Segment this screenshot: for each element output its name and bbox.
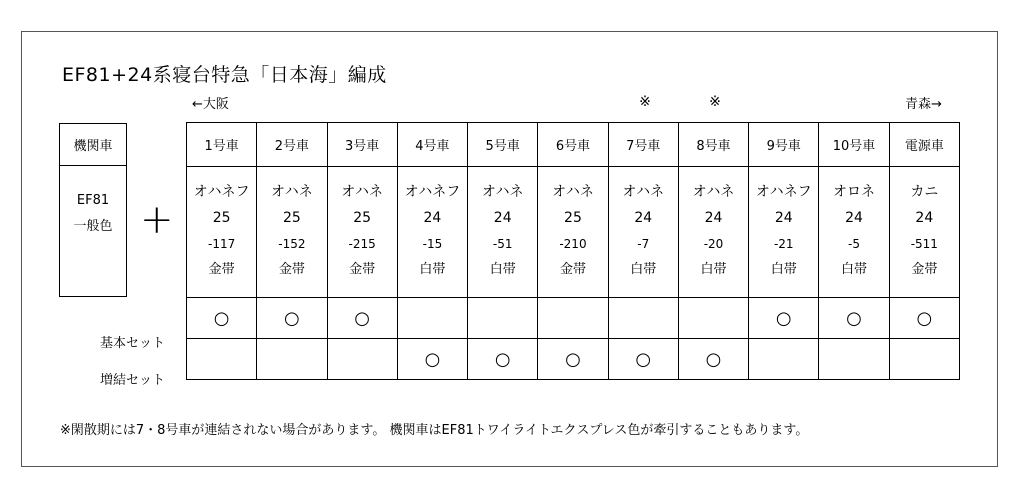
car-spec bbox=[397, 167, 467, 298]
basic-set-mark bbox=[468, 298, 538, 339]
basic-set-mark bbox=[538, 298, 608, 339]
car-type: オハネ bbox=[481, 184, 524, 200]
car-type: オハネ bbox=[271, 184, 313, 200]
car-series: 25 bbox=[353, 210, 372, 226]
car-spec bbox=[678, 167, 748, 298]
car-number: -210 bbox=[559, 237, 587, 251]
note-mark-car-7: ※ bbox=[639, 94, 651, 110]
extra-set-mark bbox=[819, 339, 889, 380]
car-type: オロネ bbox=[833, 184, 876, 200]
basic-set-row bbox=[187, 298, 960, 339]
car-type: オハネ bbox=[341, 184, 384, 200]
car-band: 金帯 bbox=[278, 262, 305, 277]
consist-table bbox=[186, 122, 960, 380]
car-header: 2号車 bbox=[257, 123, 327, 167]
car-spec bbox=[468, 167, 538, 298]
extra-set-mark bbox=[187, 339, 257, 380]
car-series: 24 bbox=[915, 210, 934, 226]
extra-set-mark bbox=[889, 339, 959, 380]
extra-set-mark: ○ bbox=[678, 339, 748, 380]
page-title: EF81+24系寝台特急「日本海」編成 bbox=[62, 64, 387, 86]
extra-set-mark: ○ bbox=[468, 339, 538, 380]
car-type: オハネ bbox=[552, 184, 594, 200]
basic-set-mark: ○ bbox=[749, 298, 819, 339]
car-header: 電源車 bbox=[889, 123, 959, 167]
extra-set-mark: ○ bbox=[538, 339, 608, 380]
car-series: 24 bbox=[774, 210, 793, 226]
car-band: 白帯 bbox=[700, 262, 727, 277]
car-type: オハネ bbox=[622, 184, 665, 200]
car-type: オハネ bbox=[692, 184, 735, 200]
car-band: 白帯 bbox=[489, 262, 516, 277]
extra-set-mark bbox=[327, 339, 397, 380]
car-number: -51 bbox=[492, 237, 513, 251]
car-spec bbox=[608, 167, 678, 298]
locomotive-model: EF81 bbox=[76, 193, 110, 208]
basic-set-mark bbox=[608, 298, 678, 339]
car-series: 24 bbox=[493, 210, 512, 226]
car-number: -7 bbox=[637, 237, 650, 251]
car-series: 24 bbox=[634, 210, 653, 226]
note-mark-car-8: ※ bbox=[709, 94, 721, 110]
car-header-row bbox=[187, 123, 960, 167]
direction-right: 青森→ bbox=[905, 97, 942, 112]
car-spec bbox=[257, 167, 327, 298]
basic-set-mark: ○ bbox=[889, 298, 959, 339]
locomotive-spec bbox=[59, 166, 127, 297]
car-type: オハネフ bbox=[404, 184, 461, 200]
car-band: 金帯 bbox=[208, 262, 235, 277]
extra-set-row bbox=[187, 339, 960, 380]
car-series: 24 bbox=[423, 210, 442, 226]
car-type: オハネフ bbox=[193, 184, 250, 200]
basic-set-mark bbox=[397, 298, 467, 339]
extra-set-mark: ○ bbox=[608, 339, 678, 380]
car-header: 6号車 bbox=[538, 123, 608, 167]
car-number: -117 bbox=[208, 237, 236, 251]
locomotive-livery: 一般色 bbox=[73, 219, 113, 234]
car-type: カニ bbox=[910, 184, 939, 200]
car-band: 金帯 bbox=[559, 262, 586, 277]
basic-set-label: 基本セット bbox=[100, 336, 166, 351]
basic-set-mark bbox=[678, 298, 748, 339]
basic-set-mark: ○ bbox=[327, 298, 397, 339]
basic-set-mark: ○ bbox=[819, 298, 889, 339]
basic-set-mark: ○ bbox=[257, 298, 327, 339]
car-spec bbox=[538, 167, 608, 298]
car-spec bbox=[889, 167, 959, 298]
car-number: -152 bbox=[278, 237, 306, 251]
car-band: 白帯 bbox=[770, 262, 797, 277]
extra-set-mark: ○ bbox=[397, 339, 467, 380]
car-number: -20 bbox=[703, 237, 724, 251]
extra-set-mark bbox=[257, 339, 327, 380]
plus-sign: + bbox=[140, 197, 174, 243]
car-header: 5号車 bbox=[468, 123, 538, 167]
car-header: 4号車 bbox=[397, 123, 467, 167]
car-series: 24 bbox=[704, 210, 723, 226]
car-band: 白帯 bbox=[419, 262, 446, 277]
car-number: -5 bbox=[848, 237, 860, 251]
car-series: 25 bbox=[564, 210, 582, 226]
direction-left: ←大阪 bbox=[192, 97, 229, 112]
extra-set-mark bbox=[749, 339, 819, 380]
car-header: 3号車 bbox=[327, 123, 397, 167]
car-series: 24 bbox=[845, 210, 863, 226]
car-header: 9号車 bbox=[749, 123, 819, 167]
car-header: 7号車 bbox=[608, 123, 678, 167]
car-spec bbox=[327, 167, 397, 298]
car-header: 8号車 bbox=[678, 123, 748, 167]
car-band: 白帯 bbox=[841, 262, 868, 277]
car-header: 10号車 bbox=[819, 123, 889, 167]
car-spec bbox=[749, 167, 819, 298]
car-number: -511 bbox=[910, 237, 938, 251]
car-number: -21 bbox=[773, 237, 794, 251]
car-spec bbox=[187, 167, 257, 298]
car-type: オハネフ bbox=[755, 184, 812, 200]
car-series: 25 bbox=[282, 210, 301, 226]
footnote: ※閑散期には7・8号車が連結されない場合があります。 機関車はEF81トワイライトエクスプレス色が牽引することもあります。 bbox=[60, 423, 809, 438]
car-band: 金帯 bbox=[911, 262, 938, 277]
basic-set-mark: ○ bbox=[187, 298, 257, 339]
locomotive-header: 機関車 bbox=[59, 123, 127, 166]
car-series: 25 bbox=[212, 210, 231, 226]
car-band: 白帯 bbox=[630, 262, 657, 277]
car-header: 1号車 bbox=[187, 123, 257, 167]
car-number: -215 bbox=[348, 237, 376, 251]
extra-set-label: 増結セット bbox=[100, 373, 166, 388]
car-spec bbox=[819, 167, 889, 298]
car-band: 金帯 bbox=[349, 262, 376, 277]
car-spec-row bbox=[187, 167, 960, 298]
car-number: -15 bbox=[422, 237, 443, 251]
